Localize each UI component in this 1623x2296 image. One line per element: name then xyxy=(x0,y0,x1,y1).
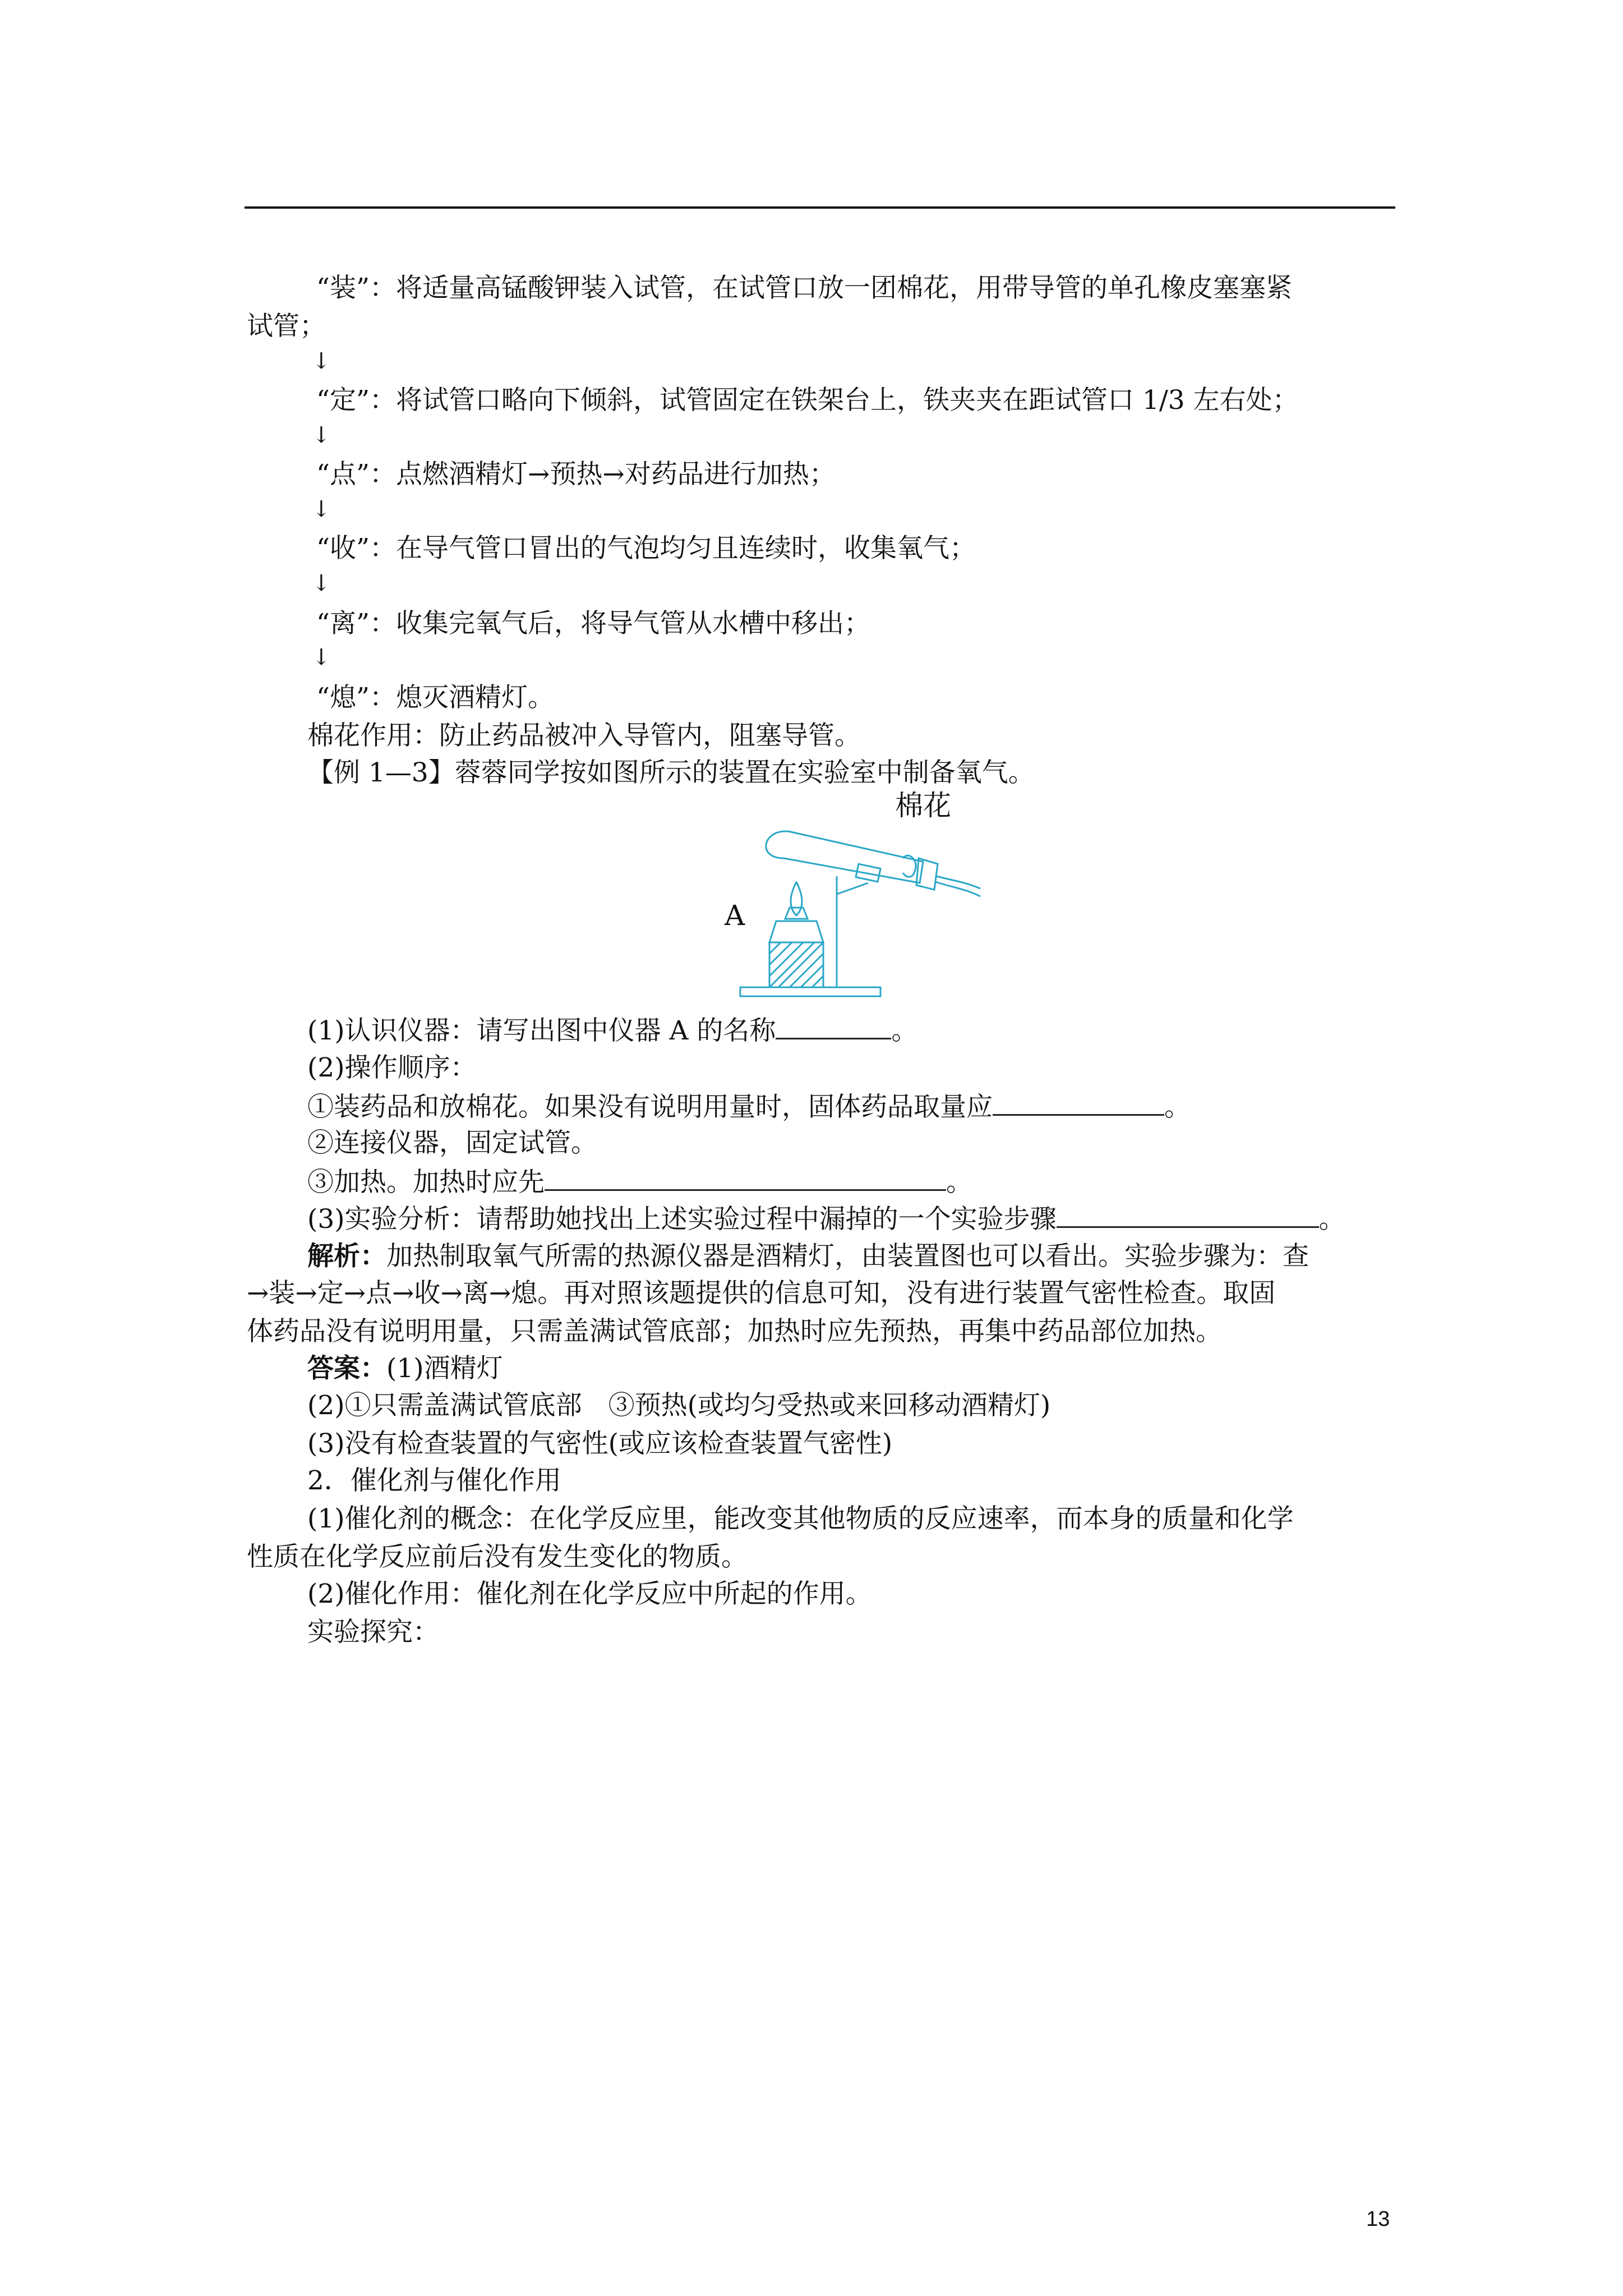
question-2-1-end: 。 xyxy=(1164,1092,1191,1122)
answer-blank xyxy=(545,1165,946,1191)
cotton-purpose: 棉花作用：防止药品被冲入导管内，阻塞导管。 xyxy=(307,720,861,751)
answer-blank xyxy=(776,1013,891,1039)
apparatus-drawing xyxy=(718,792,981,1005)
step-zhuang-continued: 试管； xyxy=(247,311,326,342)
question-1-text: (1)认识仪器：请写出图中仪器 A 的名称 xyxy=(307,1015,776,1046)
answer-blank xyxy=(993,1089,1164,1116)
example-title: 【例 1—3】蓉蓉同学按如图所示的装置在实验室中制备氧气。 xyxy=(307,757,1035,788)
header-rule xyxy=(245,206,1395,209)
catalyst-definition-2: 性质在化学反应前后没有发生变化的物质。 xyxy=(247,1542,748,1572)
stand-base xyxy=(740,987,880,996)
flow-arrow-icon: ↓ xyxy=(312,348,331,374)
analysis-line-1 xyxy=(307,1240,1309,1273)
question-3-text: (3)实验分析：请帮助她找出上述实验过程中漏掉的一个实验步骤 xyxy=(307,1204,1057,1235)
page-number: 13 xyxy=(1366,2207,1390,2231)
step-ding: “定”：将试管口略向下倾斜，试管固定在铁架台上，铁夹夹在距试管口 1/3 左右处； xyxy=(316,385,1299,416)
question-1-end: 。 xyxy=(891,1015,918,1046)
analysis-line-3: 体药品没有说明用量，只需盖满试管底部；加热时应先预热，再集中药品部位加热。 xyxy=(247,1316,1222,1347)
step-li: “离”：收集完氧气后，将导气管从水槽中移出； xyxy=(316,608,871,639)
answer-label: 答案： xyxy=(307,1353,386,1384)
flow-arrow-icon: ↓ xyxy=(312,496,331,522)
flow-arrow-icon: ↓ xyxy=(312,570,331,596)
question-2-1-text: ①装药品和放棉花。如果没有说明用量时，固体药品取量应 xyxy=(307,1092,993,1122)
question-2-2: ②连接仪器，固定试管。 xyxy=(307,1128,597,1158)
question-2-3 xyxy=(307,1165,972,1199)
catalyst-definition-1: (1)催化剂的概念：在化学反应里，能改变其他物质的反应速率，而本身的质量和化学 xyxy=(307,1503,1294,1534)
apparatus-figure xyxy=(718,789,981,1005)
step-shou: “收”：在导气管口冒出的气泡均匀且连续时，收集氧气； xyxy=(316,533,976,564)
flow-arrow-icon: ↓ xyxy=(312,645,331,670)
answer-line-1 xyxy=(307,1352,503,1386)
catalysis-definition: (2)催化作用：催化剂在化学反应中所起的作用。 xyxy=(307,1579,872,1609)
figure-label-cotton: 棉花 xyxy=(895,789,951,822)
question-2-3-text: ③加热。加热时应先 xyxy=(307,1167,545,1198)
lamp-neck xyxy=(785,908,808,919)
experiment-explore: 实验探究： xyxy=(307,1617,439,1648)
flow-arrow-icon: ↓ xyxy=(312,422,331,448)
question-2-1 xyxy=(307,1089,1191,1124)
analysis-line-2: →装→定→点→收→离→熄。再对照该题提供的信息可知，没有进行装置气密性检查。取固 xyxy=(247,1278,1276,1309)
section-2-heading: 2．催化剂与催化作用 xyxy=(307,1465,561,1496)
step-dian: “点”：点燃酒精灯→预热→对药品进行加热； xyxy=(316,459,836,490)
analysis-label: 解析： xyxy=(307,1241,386,1272)
question-1 xyxy=(307,1013,917,1048)
figure-label-a: A xyxy=(725,899,745,932)
analysis-text-1: 加热制取氧气所需的热源仪器是酒精灯，由装置图也可以看出。实验步骤为：查 xyxy=(386,1241,1309,1272)
lamp-flame xyxy=(791,882,802,915)
lamp-shade xyxy=(769,921,823,942)
question-2: (2)操作顺序： xyxy=(307,1052,477,1083)
step-zhuang: “装”：将适量高锰酸钾装入试管，在试管口放一团棉花，用带导管的单孔橡皮塞塞紧 xyxy=(316,273,1293,303)
question-3-end: 。 xyxy=(1318,1204,1345,1235)
answer-line-3: (3)没有检查装置的气密性(或应该检查装置气密性) xyxy=(307,1428,893,1459)
answer-blank xyxy=(1057,1202,1319,1228)
stand-clamp-arm xyxy=(837,883,868,894)
question-2-3-end: 。 xyxy=(946,1167,972,1198)
step-xi: “熄”：熄灭酒精灯。 xyxy=(316,682,555,713)
delivery-tube-2 xyxy=(935,882,980,896)
test-tube xyxy=(766,831,923,883)
question-3 xyxy=(307,1202,1345,1236)
stopper xyxy=(916,858,938,890)
delivery-tube xyxy=(937,876,980,889)
answer-text-1: (1)酒精灯 xyxy=(386,1353,503,1384)
answer-line-2: (2)①只需盖满试管底部 ③预热(或均匀受热或来回移动酒精灯) xyxy=(307,1390,1051,1421)
